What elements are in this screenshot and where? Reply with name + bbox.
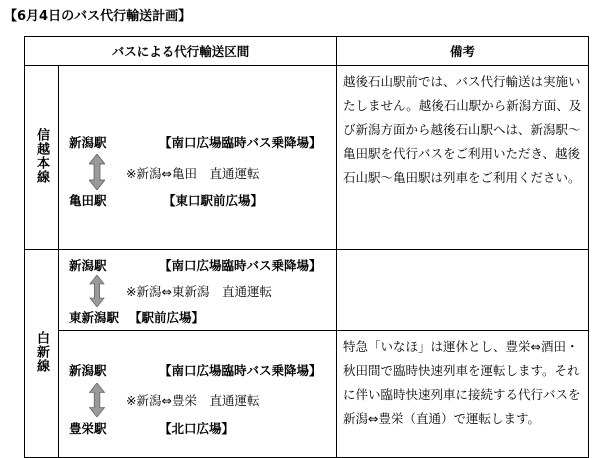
- bus-substitute-table: [24, 36, 589, 458]
- route-cell: [59, 331, 337, 458]
- direct-service-note: ※新潟⇔豊栄 直通運転: [126, 393, 260, 408]
- remark-text: 越後石山駅前では、バス代行輸送は実施いたしません。越後石山駅から新潟方面、及び新潟方面から越後石山駅へは、新潟駅～亀田駅を代行バスをご利用いただき、越後石山駅～亀田駅は列車をご利用ください。: [343, 74, 582, 185]
- table-row: [25, 331, 589, 458]
- line-cell-hakushin: [25, 250, 59, 458]
- from-station: 新潟駅: [69, 258, 107, 273]
- remark-text: [337, 250, 588, 254]
- up-down-arrow-icon: [89, 154, 105, 190]
- table-row: [25, 66, 589, 250]
- up-down-arrow-icon: [89, 383, 105, 417]
- line-cell-shinetsu: [25, 66, 59, 250]
- direct-service-note: ※新潟⇔亀田 直通運転: [126, 166, 260, 181]
- from-station: 新潟駅: [69, 363, 107, 378]
- table-row: [25, 250, 589, 331]
- line-name: 信越本線: [34, 127, 49, 184]
- route-cell: [59, 66, 337, 250]
- to-station: 東新潟駅: [69, 310, 120, 325]
- header-remarks: 備考: [337, 37, 589, 66]
- from-station: 新潟駅: [69, 135, 107, 150]
- to-station: 亀田駅: [69, 193, 107, 208]
- to-place: 【東口駅前広場】: [163, 193, 264, 208]
- up-down-arrow-icon: [89, 275, 105, 307]
- from-place: 【南口広場臨時バス乗降場】: [159, 135, 322, 150]
- direct-service-note: ※新潟⇔東新潟 直通運転: [126, 284, 272, 299]
- from-place: 【南口広場臨時バス乗降場】: [159, 258, 322, 273]
- to-place: 【駅前広場】: [129, 310, 205, 325]
- remarks-cell: [337, 250, 589, 331]
- from-place: 【南口広場臨時バス乗降場】: [159, 363, 322, 378]
- remarks-cell: [337, 331, 589, 458]
- remarks-cell: [337, 66, 589, 250]
- page-title: 【6月4日のバス代行輸送計画】: [4, 9, 192, 24]
- remark-text: 特急「いなほ」は運休とし、豊栄⇔酒田・秋田間で臨時快速列車を運転します。それに伴い臨時快速列車に接続する代行バスを新潟⇔豊栄（直通）で運転します。: [343, 339, 581, 426]
- table-header-row: [25, 37, 589, 66]
- to-place: 【北口広場】: [159, 421, 235, 436]
- route-cell: [59, 250, 337, 331]
- to-station: 豊栄駅: [69, 421, 107, 436]
- line-name: 白新線: [34, 330, 49, 373]
- header-section: バスによる代行輸送区間: [25, 37, 337, 66]
